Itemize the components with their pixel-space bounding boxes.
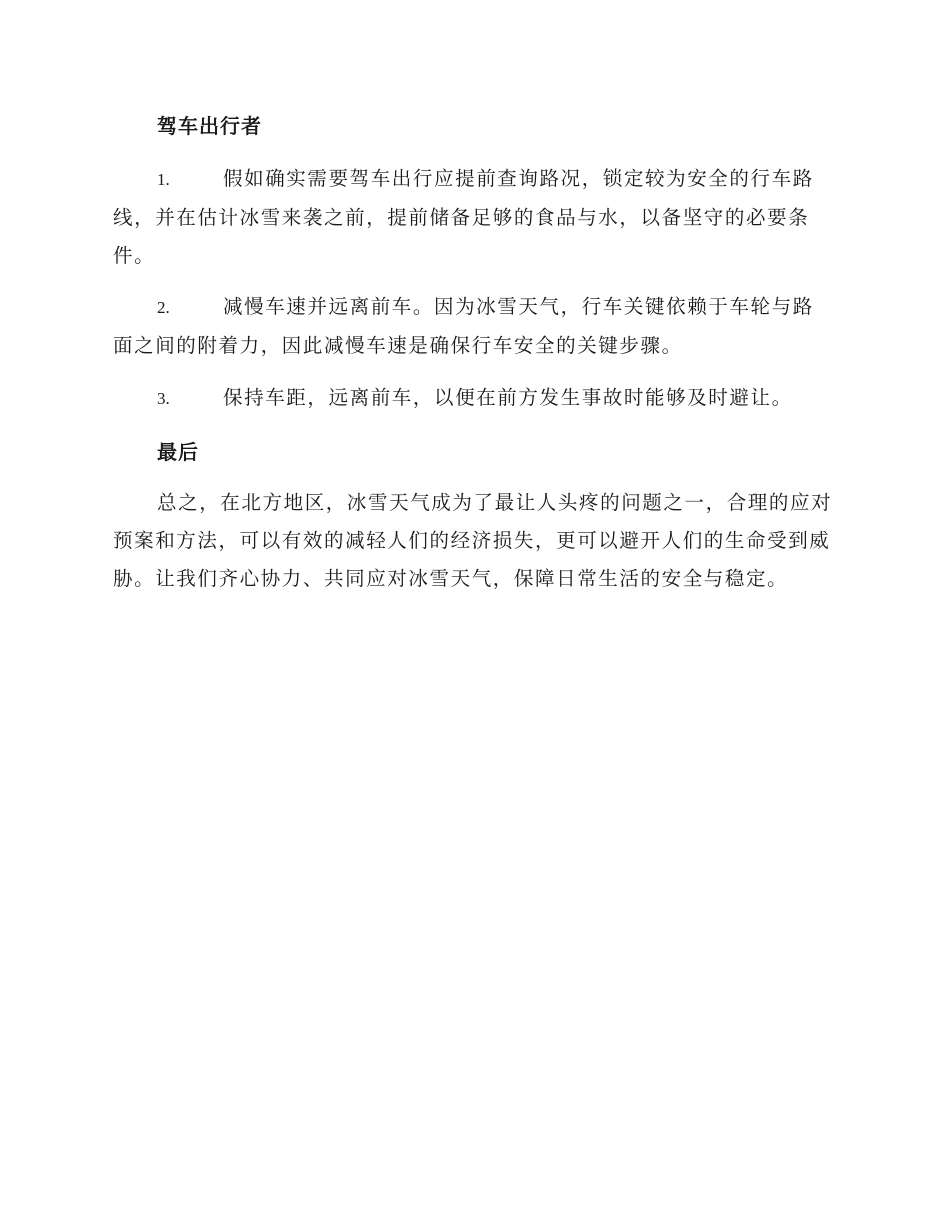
conclusion-paragraph [113, 484, 833, 598]
list-item-text: 假如确实需要驾车出行应提前查询路况，锁定较为安全的行车路线，并在估计冰雪来袭之前，提前储备足够的食品与水，以备坚守的必要条件。 [113, 167, 814, 267]
list-item-text: 保持车距，远离前车，以便在前方发生事故时能够及时避让。 [223, 386, 793, 409]
section-heading-driving: 驾车出行者 [157, 114, 262, 138]
section-heading-final: 最后 [157, 440, 199, 464]
conclusion-text: 总之，在北方地区，冰雪天气成为了最让人头疼的问题之一，合理的应对预案和方法，可以有效的减轻人们的经济损失，更可以避开人们的生命受到威胁。让我们齐心协力、共同应对冰雪天气，保障日常生活的安全与稳定。 [113, 491, 833, 590]
list-item-number: 3. [157, 389, 170, 408]
list-item-number: 1. [157, 170, 170, 189]
list-item-2 [113, 288, 833, 365]
list-item-1 [113, 160, 833, 275]
list-item-3 [113, 379, 833, 418]
list-item-number: 2. [157, 298, 170, 317]
list-item-text: 减慢车速并远离前车。因为冰雪天气，行车关键依赖于车轮与路面之间的附着力，因此减慢车速是确保行车安全的关键步骤。 [113, 295, 814, 357]
